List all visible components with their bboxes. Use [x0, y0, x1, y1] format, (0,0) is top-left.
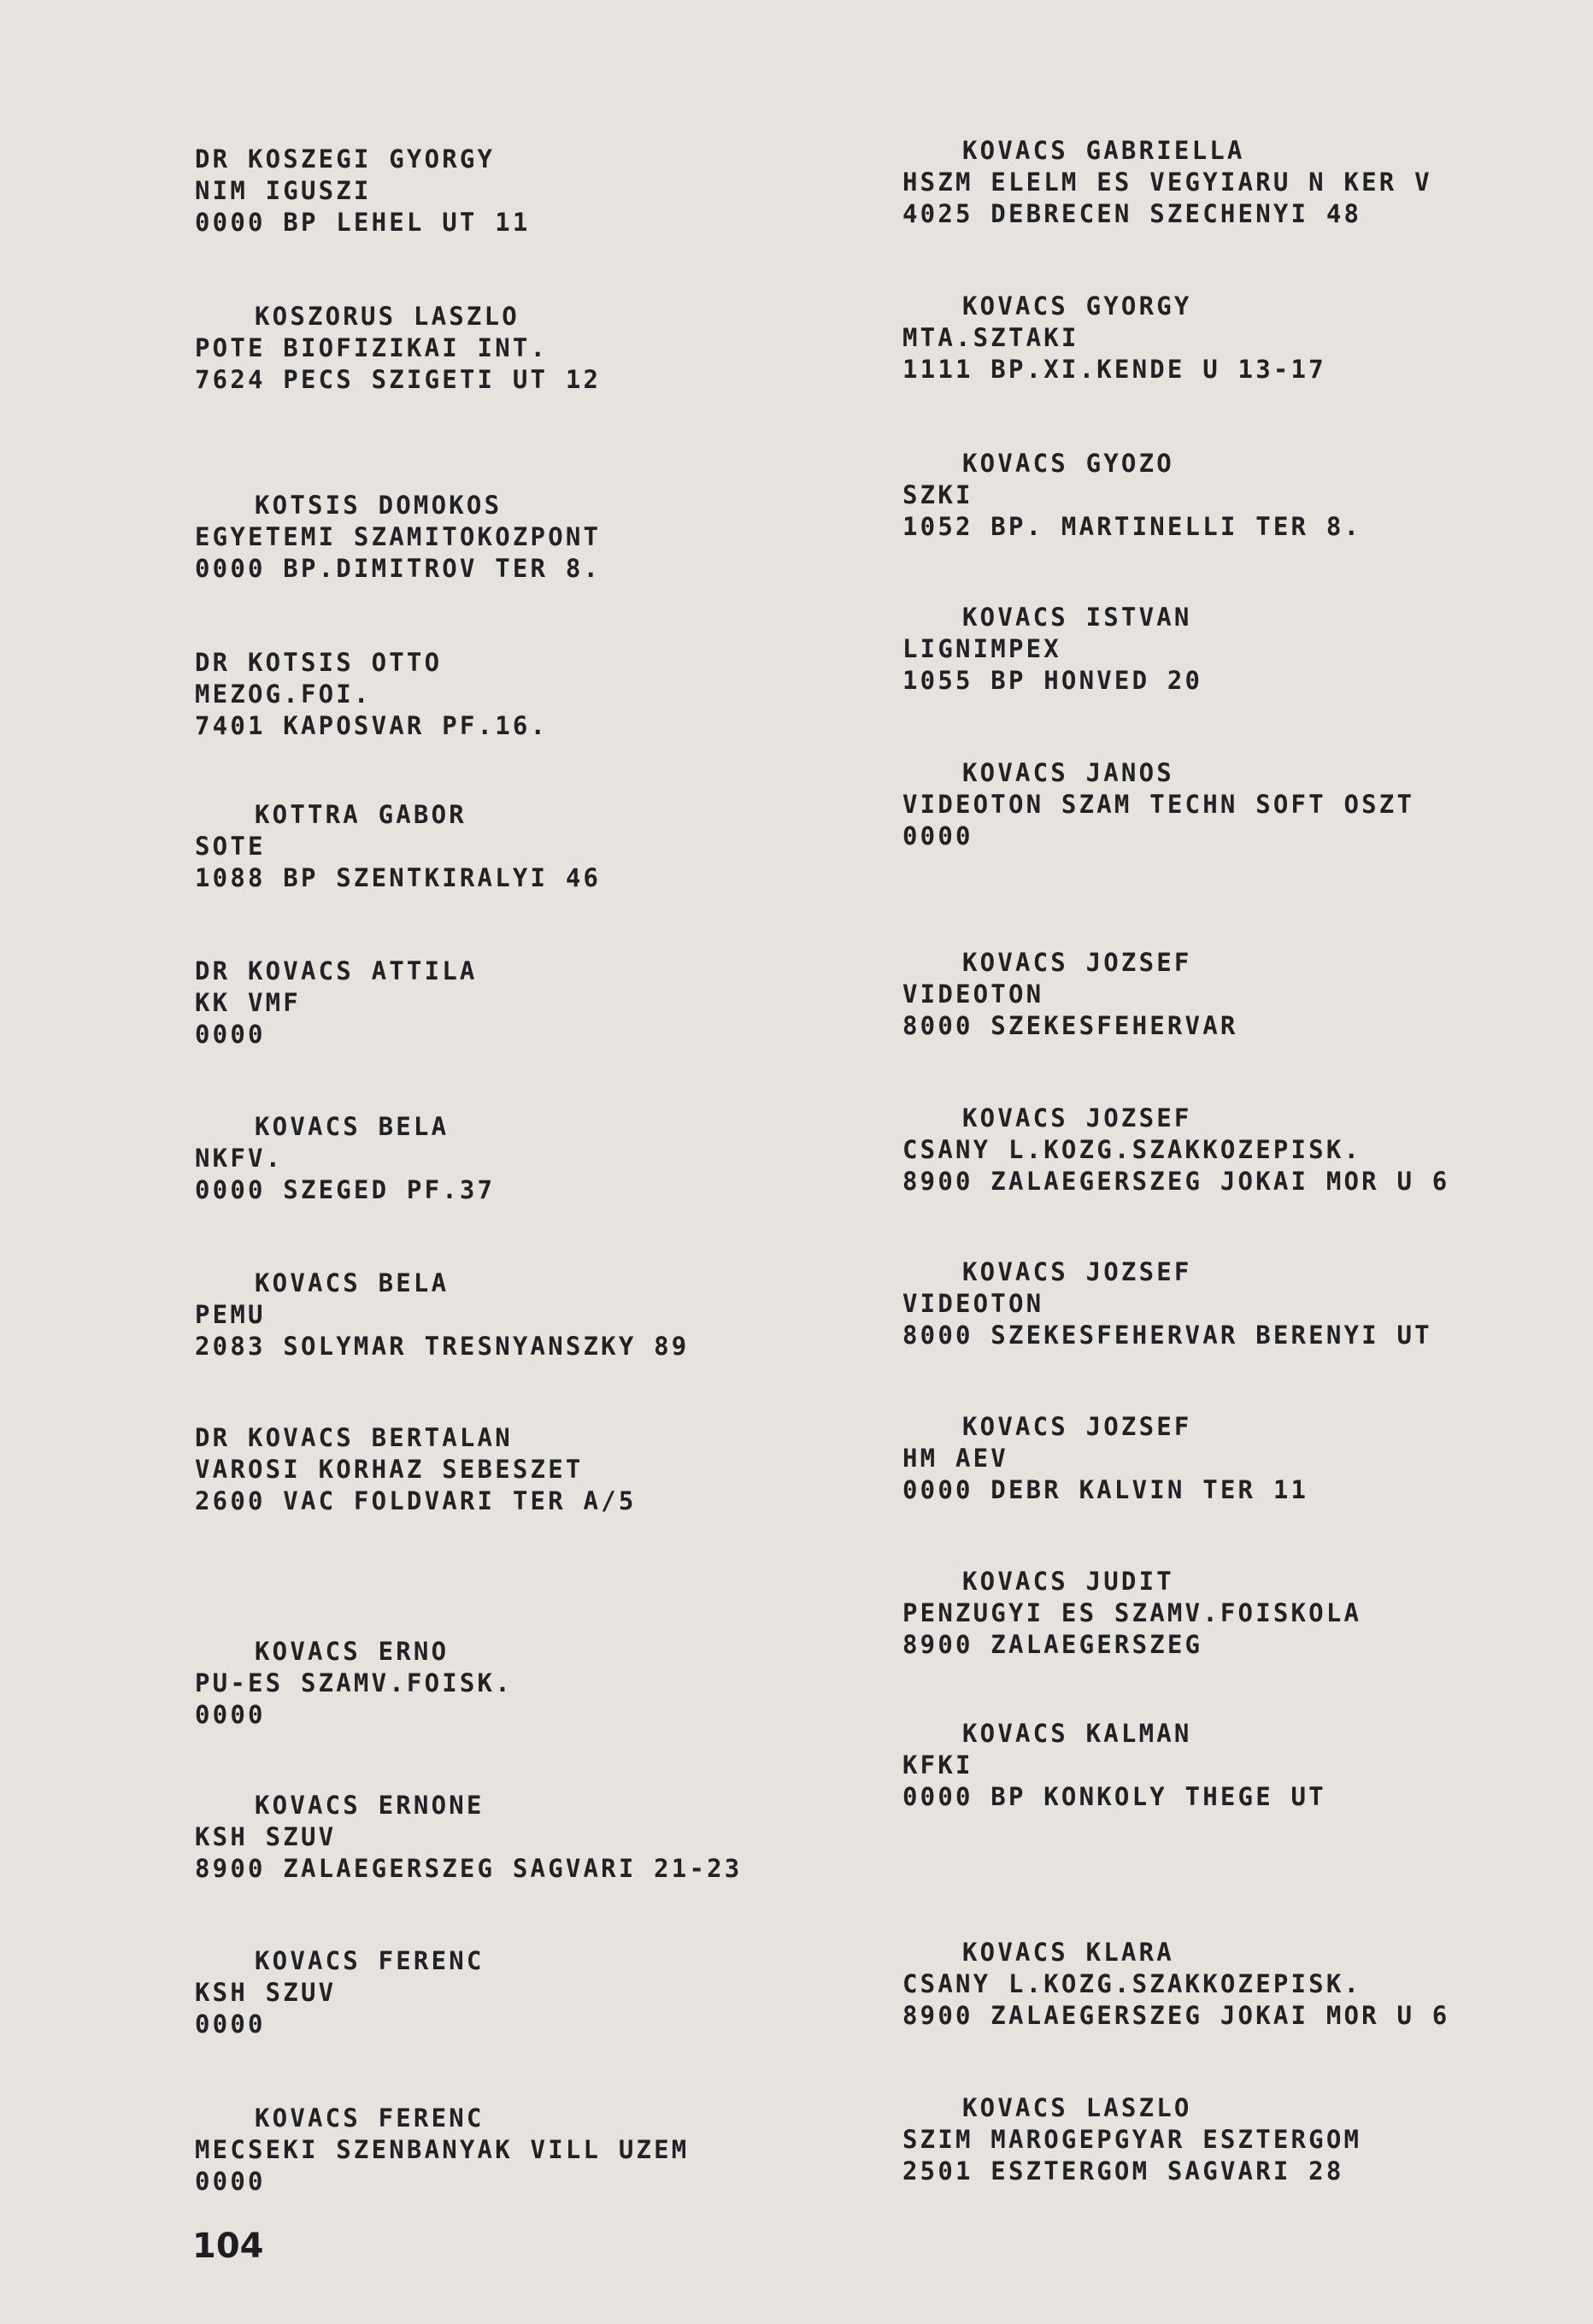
entry-name: KOVACS JUDIT [962, 1567, 1174, 1596]
directory-entry [902, 757, 1414, 852]
entry-organization: VIDEOTON SZAM TECHN SOFT OSZT [902, 790, 1415, 819]
entry-address: 0000 [902, 821, 973, 850]
entry-address: 1111 BP.XI.KENDE U 13-17 [902, 355, 1326, 384]
entry-address: 2501 ESZTERGOM SAGVARI 28 [902, 2156, 1344, 2186]
entry-address: 1088 BP SZENTKIRALYI 46 [195, 863, 602, 892]
entry-name: KOVACS GABRIELLA [962, 136, 1245, 165]
directory-entry [902, 1718, 1326, 1813]
entry-organization: SOTE [195, 832, 266, 861]
directory-entry [195, 1945, 485, 2040]
entry-organization: KSH SZUV [195, 1978, 337, 2007]
directory-entry [195, 647, 548, 742]
entry-organization: PEMU [195, 1300, 266, 1329]
entry-name: KOVACS GYOZO [962, 449, 1174, 478]
entry-organization: VIDEOTON [902, 980, 1044, 1009]
entry-name: KOVACS JOZSEF [962, 948, 1192, 977]
entry-address: 7624 PECS SZIGETI UT 12 [195, 365, 602, 394]
entry-name: KOTTRA GABOR [255, 800, 467, 829]
entry-address: 2083 SOLYMAR TRESNYANSZKY 89 [195, 1332, 690, 1361]
entry-address: 0000 SZEGED PF.37 [195, 1175, 496, 1204]
entry-name: KOVACS ERNO [255, 1637, 450, 1666]
entry-name: KOVACS JOZSEF [962, 1412, 1192, 1441]
entry-address: 1055 BP HONVED 20 [902, 666, 1203, 695]
entry-address: 4025 DEBRECEN SZECHENYI 48 [902, 199, 1362, 228]
entry-organization: NKFV. [195, 1144, 284, 1173]
directory-entry [195, 1268, 689, 1362]
entry-name: KOVACS ERNONE [255, 1791, 485, 1820]
entry-name: KOSZORUS LASZLO [255, 302, 520, 331]
entry-name: KOVACS FERENC [255, 2103, 485, 2133]
directory-entry [902, 1103, 1449, 1197]
directory-entry [902, 1937, 1449, 2032]
entry-address: 8900 ZALAEGERSZEG JOKAI MOR U 6 [902, 1167, 1450, 1196]
entry-name: KOVACS FERENC [255, 1946, 485, 1975]
entry-organization: PU-ES SZAMV.FOISK. [195, 1668, 513, 1697]
directory-entry [195, 1636, 513, 1731]
entry-organization: MEZOG.FOI. [195, 680, 372, 709]
entry-organization: VAROSI KORHAZ SEBESZET [195, 1455, 584, 1484]
entry-name: KOVACS ISTVAN [962, 603, 1192, 632]
entry-organization: MECSEKI SZENBANYAK VILL UZEM [195, 2135, 690, 2164]
directory-entry [902, 2092, 1361, 2187]
entry-address: 0000 [195, 2009, 266, 2039]
entry-address: 0000 [195, 1700, 266, 1729]
directory-entry [195, 799, 601, 894]
entry-organization: SZKI [902, 480, 973, 509]
directory-entry [195, 490, 601, 585]
entry-name: KOTSIS DOMOKOS [255, 491, 503, 520]
directory-entry [195, 144, 531, 238]
entry-address: 0000 BP KONKOLY THEGE UT [902, 1782, 1326, 1811]
entry-address: 8900 ZALAEGERSZEG [902, 1630, 1203, 1659]
entry-name: KOVACS GYORGY [962, 291, 1192, 321]
entry-organization: LIGNIMPEX [902, 634, 1061, 663]
directory-entry [195, 2103, 689, 2198]
entry-name: DR KOTSIS OTTO [195, 648, 443, 677]
entry-name: KOVACS JOZSEF [962, 1103, 1192, 1133]
entry-organization: MTA.SZTAKI [902, 323, 1079, 352]
directory-entry [195, 1111, 495, 1206]
entry-organization: CSANY L.KOZG.SZAKKOZEPISK. [902, 1969, 1362, 1998]
entry-organization: HM AEV [902, 1444, 1008, 1473]
directory-entry [195, 1790, 742, 1885]
directory-entry [902, 1256, 1432, 1351]
entry-organization: CSANY L.KOZG.SZAKKOZEPISK. [902, 1135, 1362, 1164]
entry-address: 0000 DEBR KALVIN TER 11 [902, 1475, 1309, 1504]
entry-organization: KK VMF [195, 988, 301, 1017]
directory-entry [902, 135, 1432, 230]
entry-organization: SZIM MAROGEPGYAR ESZTERGOM [902, 2125, 1362, 2154]
entry-address: 8000 SZEKESFEHERVAR [902, 1011, 1238, 1040]
entry-name: KOVACS JOZSEF [962, 1257, 1192, 1286]
directory-entry [195, 1422, 637, 1517]
directory-entry [195, 301, 601, 396]
directory-entry [902, 1411, 1308, 1506]
entry-organization: NIM IGUSZI [195, 176, 372, 205]
entry-name: KOVACS LASZLO [962, 2093, 1192, 2122]
entry-organization: PENZUGYI ES SZAMV.FOISKOLA [902, 1598, 1362, 1627]
entry-address: 7401 KAPOSVAR PF.16. [195, 711, 549, 740]
entry-address: 0000 [195, 2167, 266, 2196]
entry-organization: KFKI [902, 1750, 973, 1780]
entry-address: 0000 [195, 1020, 266, 1049]
entry-organization: KSH SZUV [195, 1822, 337, 1851]
entry-name: KOVACS KLARA [962, 1938, 1174, 1967]
entry-name: KOVACS BELA [255, 1112, 450, 1141]
entry-address: 8000 SZEKESFEHERVAR BERENYI UT [902, 1321, 1432, 1350]
entry-address: 0000 BP.DIMITROV TER 8. [195, 554, 602, 583]
entry-name: DR KOVACS BERTALAN [195, 1423, 513, 1452]
entry-name: DR KOSZEGI GYORGY [195, 144, 496, 174]
entry-address: 8900 ZALAEGERSZEG SAGVARI 21-23 [195, 1854, 743, 1883]
directory-entry [195, 956, 478, 1050]
entry-organization: EGYETEMI SZAMITOKOZPONT [195, 522, 602, 551]
entry-name: KOVACS KALMAN [962, 1719, 1192, 1748]
entry-name: KOVACS BELA [255, 1268, 450, 1297]
entry-address: 0000 BP LEHEL UT 11 [195, 208, 531, 237]
directory-entry [902, 947, 1238, 1042]
entry-name: KOVACS JANOS [962, 758, 1174, 787]
directory-entry [902, 291, 1326, 385]
entry-organization: POTE BIOFIZIKAI INT. [195, 333, 549, 362]
page-number: 104 [192, 2227, 264, 2266]
entry-address: 8900 ZALAEGERSZEG JOKAI MOR U 6 [902, 2001, 1450, 2030]
entry-organization: VIDEOTON [902, 1289, 1044, 1318]
directory-entry [902, 448, 1361, 543]
entry-organization: HSZM ELELM ES VEGYIARU N KER V [902, 168, 1432, 197]
entry-name: DR KOVACS ATTILA [195, 956, 478, 985]
directory-entry [902, 1566, 1361, 1661]
entry-address: 2600 VAC FOLDVARI TER A/5 [195, 1486, 637, 1515]
entry-address: 1052 BP. MARTINELLI TER 8. [902, 512, 1362, 541]
directory-entry [902, 602, 1202, 697]
